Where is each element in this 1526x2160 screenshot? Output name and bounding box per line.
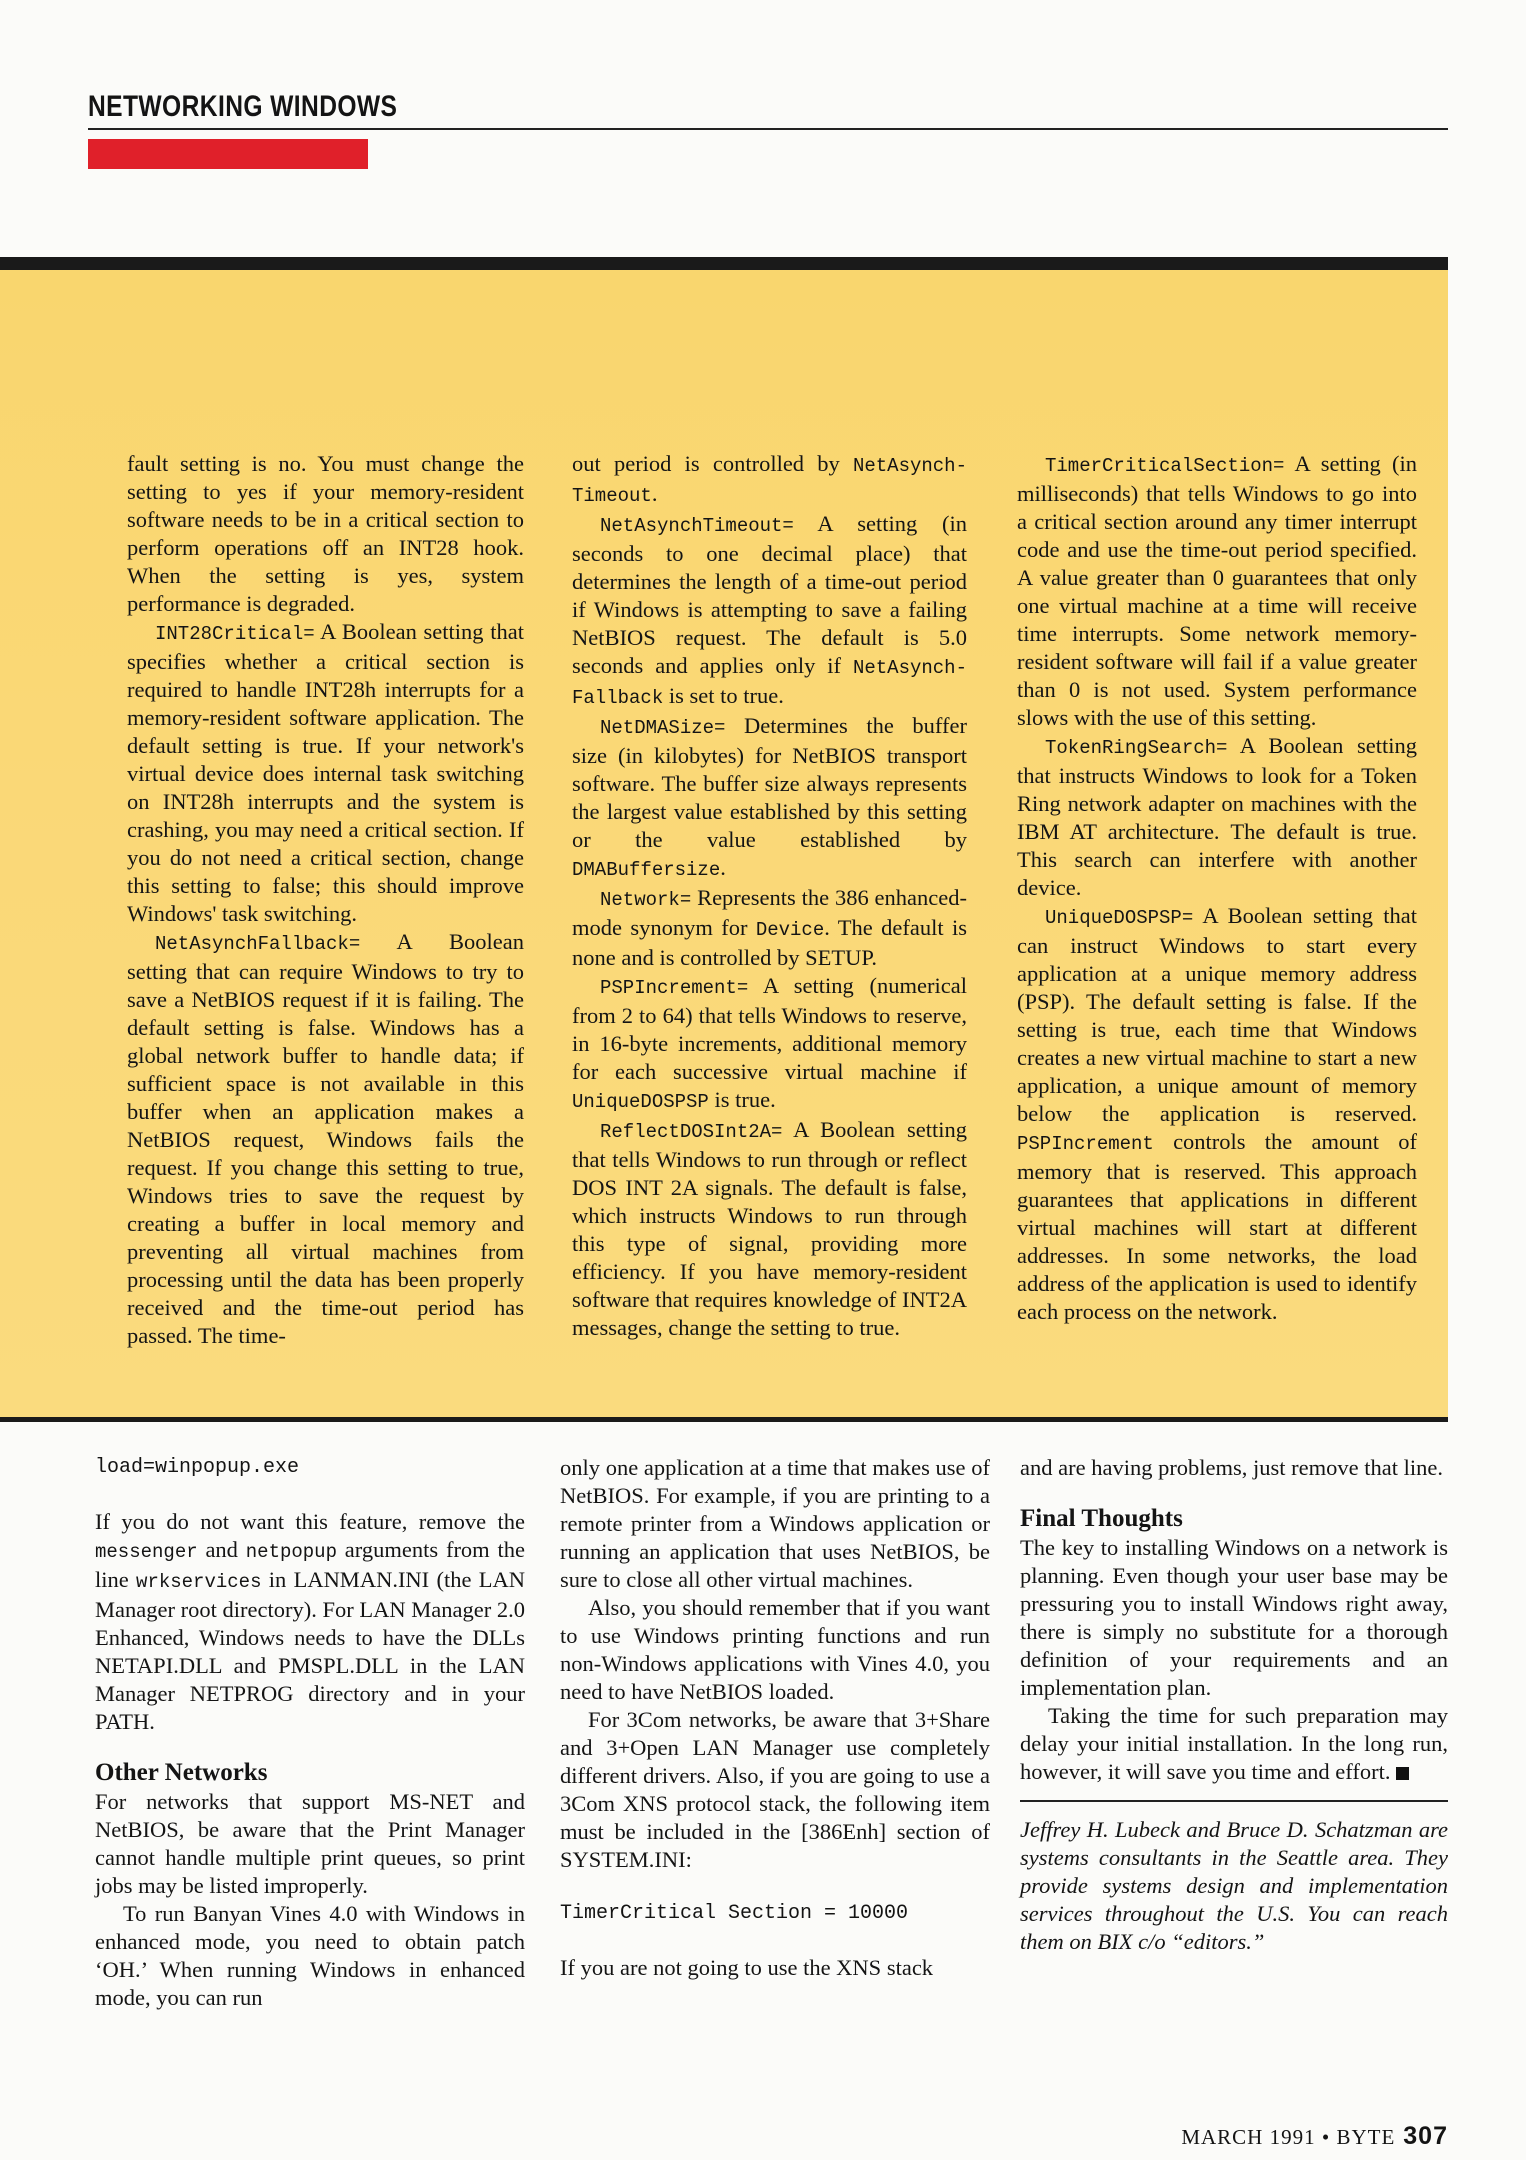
text-run: controls the amount of memory that is reserved. This approach guarantees that applications in different virtual machines will start at different addresses. In some networks, the load address of the application is used to identify each process on the network.	[1017, 1129, 1417, 1324]
text-run: A Boolean setting that instructs Windows to look for a Token Ring network adapter on machines with the IBM AT architecture. The default is true. This search can interfere with another device.	[1017, 733, 1417, 900]
inline-code: PSPIncrement	[1017, 1133, 1154, 1155]
text-run: .	[651, 481, 658, 506]
setting-description: A Boolean setting that specifies whether a critical section is required to handle INT28h interrupts for a memory-resident software application. The default setting is true. If your network's virtual device does internal task switching on INT28h interrupts and the system is crashing, you may need a critical section. If you do not need a critical section, change this setting to false; this should improve Windows' task switching.	[127, 619, 524, 926]
code-line: TimerCritical Section = 10000	[560, 1902, 909, 1925]
sidebar-top-rule	[0, 257, 1448, 270]
text-run: Determines the buffer size (in kilobytes) for NetBIOS transport software. The buffer size always represents the largest value established by this setting or the value established by	[572, 713, 967, 852]
setting-term: NetAsynchTimeout=	[600, 515, 794, 537]
author-bio: Jeffrey H. Lubeck and Bruce D. Schatzman are systems consultants in the Seattle area. They provide systems design and implementation services throughout the U.S. You can reach them on BIX c/o “editors.”	[1020, 1817, 1448, 1954]
end-mark-icon	[1396, 1767, 1409, 1780]
code-line: load=winpopup.exe	[95, 1456, 300, 1479]
header-rule	[88, 128, 1448, 130]
sidebar-column-1	[127, 450, 524, 1350]
accent-bar	[88, 139, 368, 169]
body-paragraph: Also, you should remember that if you want to use Windows printing functions and run non-Windows applications with Vines 4.0, you need to have NetBIOS loaded.	[560, 1595, 990, 1704]
setting-term: INT28Critical=	[155, 623, 315, 645]
body-paragraph: and are having problems, just remove that line.	[1020, 1455, 1444, 1480]
inline-code: UniqueDOSPSP	[572, 1091, 709, 1113]
body-column-3	[1020, 1454, 1448, 1956]
sidebar-paragraph	[572, 972, 967, 1116]
text-run: out period is controlled by	[572, 451, 853, 476]
text-run: Taking the time for such preparation may delay your initial installation. In the long run, however, it will save you time and effort.	[1020, 1703, 1448, 1784]
sidebar-column-2	[572, 450, 967, 1342]
section-heading: Final Thoughts	[1020, 1505, 1183, 1532]
sidebar-paragraph	[572, 510, 967, 712]
body-paragraph: If you are not going to use the XNS stack	[560, 1955, 934, 1980]
text-run: A setting (in milliseconds) that tells Windows to go into a critical section around any timer interrupt code and use the time-out period specified. A value greater than 0 guarantees that only one virtual machine at a time will receive time interrupts. Some network memory-resident software will fail if a value greater than 0 is not used. System performance slows with the use of this setting.	[1017, 451, 1417, 730]
body-paragraph	[1020, 1702, 1448, 1786]
sidebar-paragraph	[572, 884, 967, 972]
section-title: NETWORKING WINDOWS	[88, 90, 398, 123]
sidebar-paragraph	[572, 1116, 967, 1342]
body-paragraph: To run Banyan Vines 4.0 with Windows in enhanced mode, you need to obtain patch ‘OH.’ When running Windows in enhanced mode, you can run	[95, 1901, 525, 2010]
setting-term: PSPIncrement=	[600, 977, 749, 999]
bio-rule	[1020, 1800, 1448, 1802]
sidebar-column-3	[1017, 450, 1417, 1326]
body-paragraph	[95, 1508, 525, 1736]
text-run: A setting (in seconds to one decimal place) that determines the length of a time-out period if Windows is attempting to save a failing NetBIOS request. The default is 5.0 seconds and applies only if	[572, 511, 967, 678]
body-paragraph: For networks that support MS-NET and NetBIOS, be aware that the Print Manager cannot handle multiple print queues, so print jobs may be listed improperly.	[95, 1789, 525, 1898]
text-run: and	[197, 1537, 246, 1562]
text-run: A Boolean setting that tells Windows to run through or reflect DOS INT 2A signals. The default is false, which instructs Windows to run through this type of signal, providing more efficiency. If you have memory-resident software that requires knowledge of INT2A messages, change the setting to true.	[572, 1117, 967, 1340]
sidebar-paragraph	[127, 928, 524, 1350]
text-run: is true.	[708, 1087, 776, 1112]
sidebar-paragraph	[572, 450, 967, 510]
issue-label: MARCH 1991 • BYTE	[1181, 2125, 1396, 2149]
body-paragraph: only one application at a time that makes use of NetBIOS. For example, if you are printing to a remote printer from a Windows application or running an application that uses NetBIOS, be sure to close all other virtual machines.	[560, 1455, 990, 1592]
setting-term: NetDMASize=	[600, 717, 726, 739]
setting-term: ReflectDOSInt2A=	[600, 1121, 783, 1143]
text-run: Represents the 386 enhanced-mode synonym for	[572, 885, 967, 940]
body-paragraph: The key to installing Windows on a network is planning. Even though your user base may be pressuring you to install Windows right away, there is simply no substitute for a thorough definition of your requirements and an implementation plan.	[1020, 1535, 1448, 1700]
inline-code: netpopup	[245, 1541, 337, 1563]
setting-term: NetAsynchFallback=	[155, 933, 361, 955]
body-paragraph: For 3Com networks, be aware that 3+Share and 3+Open LAN Manager use completely different drivers. Also, if you are going to use a 3Com XNS protocol stack, the following item must be included in the [386Enh] section of SYSTEM.INI:	[560, 1707, 990, 1872]
setting-term: TimerCriticalSection=	[1045, 455, 1285, 477]
text-run: .	[720, 855, 726, 880]
sidebar-paragraph	[127, 618, 524, 928]
inline-code: messenger	[95, 1541, 198, 1563]
page-number: 307	[1403, 2122, 1448, 2150]
body-column-2	[560, 1454, 990, 1982]
sidebar-paragraph	[1017, 902, 1417, 1326]
text-run: . The default is none and is controlled by SETUP.	[572, 915, 967, 970]
sidebar-paragraph: fault setting is no. You must change the setting to yes if your memory-resident software needs to be in a critical section to perform operations off an INT28 hook. When the setting is yes, system performance is degraded.	[127, 451, 524, 616]
section-heading: Other Networks	[95, 1759, 268, 1786]
sidebar-bottom-rule	[0, 1417, 1448, 1422]
sidebar-paragraph	[572, 712, 967, 884]
setting-term: TokenRingSearch=	[1045, 737, 1228, 759]
setting-term: Network=	[600, 889, 692, 911]
inline-code: DMABuffersize	[572, 859, 721, 881]
text-run: A setting (numerical from 2 to 64) that tells Windows to reserve, in 16-byte increments, additional memory for each successive virtual machine if	[572, 973, 967, 1084]
setting-term: UniqueDOSPSP=	[1045, 907, 1194, 929]
text-run: If you do not want this feature, remove the	[95, 1509, 525, 1534]
inline-code: NetAsynch-Timeout	[572, 455, 967, 507]
page-footer	[1181, 2122, 1448, 2151]
sidebar-paragraph	[1017, 450, 1417, 732]
inline-code: Device	[755, 919, 825, 941]
inline-code: wrkservices	[136, 1571, 262, 1593]
sidebar-paragraph	[1017, 732, 1417, 902]
text-run: arguments from the line	[95, 1537, 525, 1592]
text-run: is set to true.	[663, 683, 784, 708]
inline-code: NetAsynch-Fallback	[572, 657, 967, 709]
text-run: in LANMAN.INI (the LAN Manager root directory). For LAN Manager 2.0 Enhanced, Windows needs to have the DLLs NETAPI.DLL and PMSPL.DLL in the LAN Manager NETPROG directory and in your PATH.	[95, 1567, 525, 1734]
text-run: A Boolean setting that can instruct Windows to start every application at a unique memory address (PSP). The default setting is false. If the setting is true, each time that Windows creates a new virtual machine to start a new application, a unique amount of memory below the application is reserved.	[1017, 903, 1417, 1126]
body-column-1	[95, 1454, 525, 2012]
setting-description: A Boolean setting that can require Windows to try to save a NetBIOS request if it is failing. The default setting is false. Windows has a global network buffer to handle data; if sufficient space is not available in this buffer when an application makes a NetBIOS request, Windows fails the request. If you change this setting to true, Windows tries to save the request by creating a buffer in local memory and preventing all virtual machines from processing until the data has been properly received and the time-out period has passed. The time-	[127, 929, 524, 1348]
